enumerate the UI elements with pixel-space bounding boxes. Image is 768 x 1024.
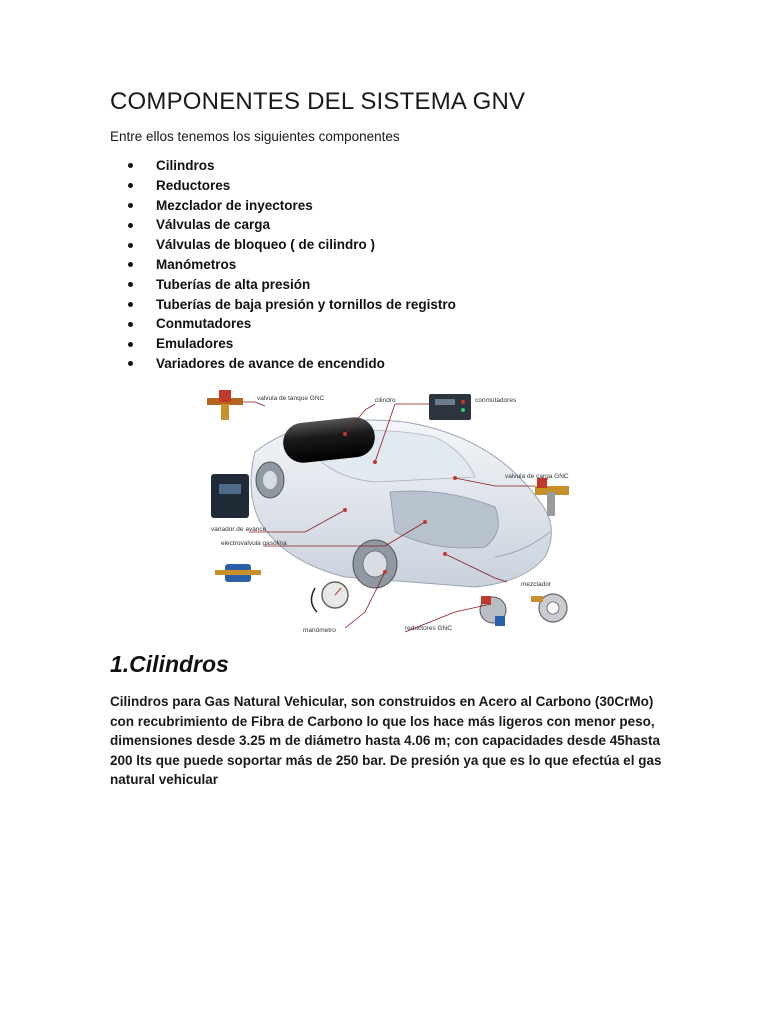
diagram-svg <box>195 382 590 637</box>
label-variador: variador de avance <box>211 526 267 533</box>
electrovalvula-icon <box>215 564 261 582</box>
bullet-icon <box>128 282 133 287</box>
label-manometro: manómetro <box>303 627 336 634</box>
list-item <box>128 334 456 354</box>
label-reductores: reductores GNC <box>405 625 452 632</box>
list-item <box>128 176 456 196</box>
label-valvula-carga: valvula de carga GNC <box>505 473 569 480</box>
components-list <box>128 156 456 374</box>
label-mezclador: mezclador <box>521 581 551 588</box>
bullet-icon <box>128 302 133 307</box>
bullet-icon <box>128 243 133 248</box>
label-valvula-tanque: valvula de tanque GNC <box>257 395 325 402</box>
gnv-system-diagram <box>195 382 590 637</box>
bullet-icon <box>128 361 133 366</box>
list-item <box>128 156 456 176</box>
list-item-label: Reductores <box>156 177 231 193</box>
mezclador-icon <box>531 594 567 622</box>
label-electrovalvula: electrovalvula gasolina <box>221 540 287 547</box>
intro-text: Entre ellos tenemos los siguientes componentes <box>110 129 400 144</box>
section-paragraph: Cilindros para Gas Natural Vehicular, son construidos en Acero al Carbono (30CrMo) con recubrimiento de Fibra de Carbono lo que los hace más ligeros con menor peso, dimensiones desde 3.25 m de diámetro hasta 4.06 m; con capacidades desde 45hasta 200 lts que puede soportar más de 250 bar. De presión ya que es lo que efectúa el gas natural vehicular <box>110 694 662 788</box>
list-item <box>128 314 456 334</box>
list-item-label: Variadores de avance de encendido <box>156 355 385 371</box>
list-item <box>128 196 456 216</box>
label-cilindro: cilindro <box>375 397 396 404</box>
bullet-icon <box>128 223 133 228</box>
list-item <box>128 235 456 255</box>
bullet-icon <box>128 203 133 208</box>
reductores-icon <box>480 596 506 626</box>
list-item-label: Manómetros <box>156 256 237 272</box>
list-item-label: Válvulas de carga <box>156 217 271 233</box>
list-item <box>128 354 456 374</box>
list-item-label: Tuberías de baja presión y tornillos de registro <box>156 296 456 312</box>
bullet-icon <box>128 262 133 267</box>
bullet-icon <box>128 183 133 188</box>
bullet-icon <box>128 163 133 168</box>
list-item-label: Tuberías de alta presión <box>156 276 311 292</box>
list-item-label: Cilindros <box>156 158 215 173</box>
list-item-label: Conmutadores <box>156 316 252 332</box>
list-item <box>128 215 456 235</box>
conmutadores-icon <box>429 394 471 420</box>
list-item-label: Mezclador de inyectores <box>156 197 313 213</box>
list-item-label: Emuladores <box>156 336 234 352</box>
manometro-icon <box>311 582 348 612</box>
list-item <box>128 275 456 295</box>
list-item <box>128 255 456 275</box>
list-item-label: Válvulas de bloqueo ( de cilindro ) <box>156 237 376 253</box>
bullet-icon <box>128 342 133 347</box>
list-item <box>128 295 456 315</box>
bullet-icon <box>128 322 133 327</box>
valvula-tanque-icon <box>207 390 243 420</box>
section-heading: 1.Cilindros <box>110 651 229 677</box>
variador-icon <box>211 474 249 518</box>
label-conmutadores: conmutadores <box>475 397 517 404</box>
page-title: COMPONENTES DEL SISTEMA GNV <box>110 88 526 115</box>
